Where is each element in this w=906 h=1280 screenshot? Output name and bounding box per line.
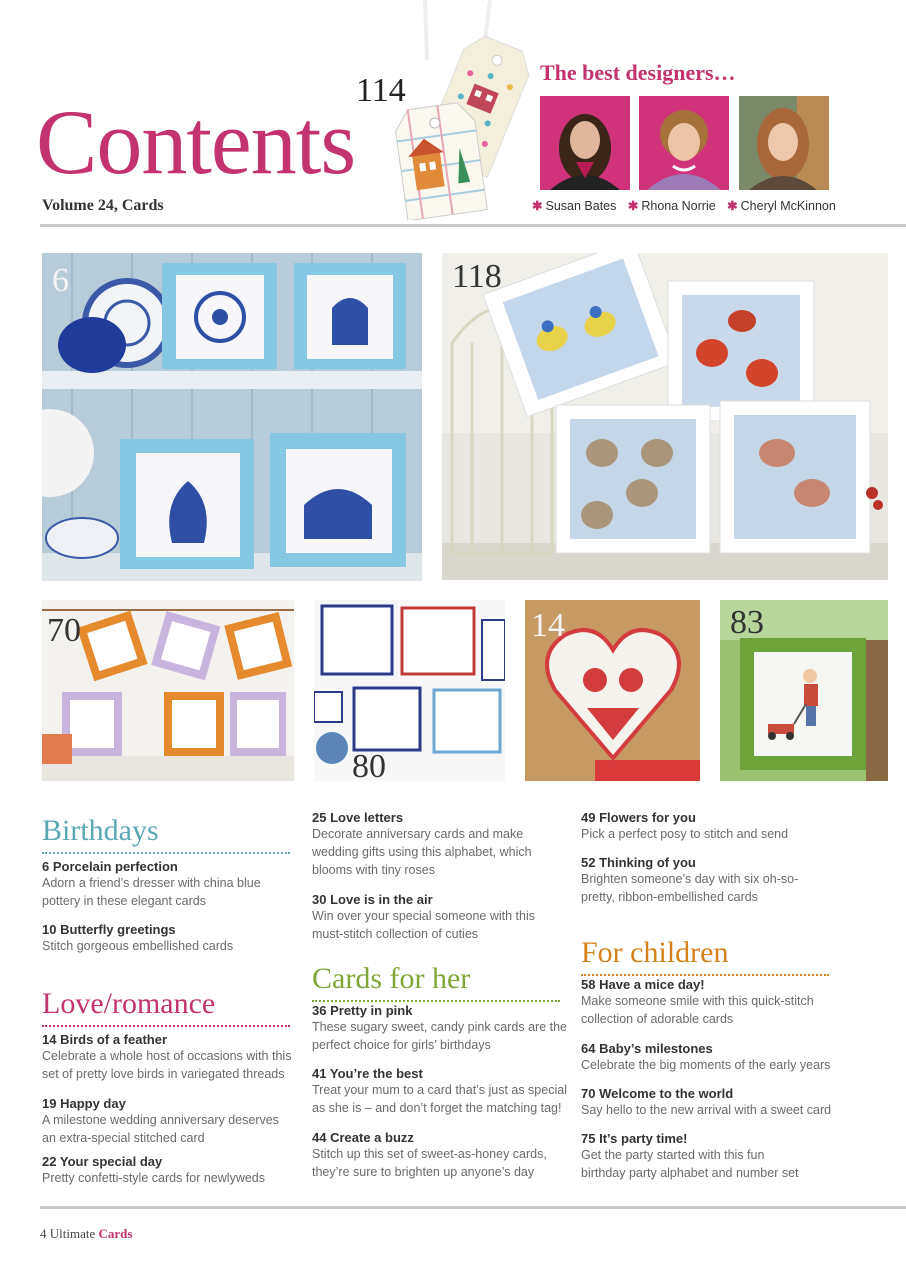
entry-page: 49 (581, 810, 596, 825)
toc-entry[interactable] (312, 892, 535, 943)
entry-title: Butterfly greetings (60, 922, 176, 937)
toc-entry[interactable] (312, 1003, 567, 1054)
toc-entry[interactable] (581, 810, 788, 843)
entry-desc: wedding gifts using this alphabet, which (312, 845, 532, 859)
entry-page: 44 (312, 1130, 327, 1145)
volume-label: Volume 24, Cards (42, 197, 164, 214)
section-heading-cards-for-her: Cards for her (312, 964, 560, 1002)
entry-title: Birds of a feather (60, 1032, 168, 1047)
toc-entry[interactable] (42, 1096, 279, 1147)
toc-entry[interactable] (312, 810, 532, 879)
entry-desc: set of pretty love birds in variegated threads (42, 1067, 285, 1081)
entry-desc: Get the party started with this fun (581, 1148, 765, 1162)
entry-desc: These sugary sweet, candy pink cards are the (312, 1020, 567, 1034)
page-title: Contents (36, 91, 356, 193)
entry-desc: Celebrate the big moments of the early years (581, 1058, 831, 1072)
footer-brand: Cards (98, 1226, 133, 1241)
designer-photo-cheryl (739, 96, 829, 190)
gift-tag-illustration (395, 0, 530, 220)
entry-title: Thinking of you (599, 855, 696, 870)
entry-title: Flowers for you (599, 810, 696, 825)
designer-name: Cheryl McKinnon (740, 199, 836, 213)
entry-title: It’s party time! (599, 1131, 688, 1146)
entry-page: 52 (581, 855, 596, 870)
entry-desc: Decorate anniversary cards and make (312, 827, 524, 841)
entry-page: 70 (581, 1086, 596, 1101)
entry-page: 22 (42, 1154, 57, 1169)
footer-page-number: 4 (40, 1226, 47, 1241)
entry-desc: pottery in these elegant cards (42, 894, 206, 908)
page-ref-6: 6 (52, 262, 69, 299)
entry-page: 6 (42, 859, 50, 874)
entry-desc: Celebrate a whole host of occasions with this (42, 1049, 292, 1063)
star-icon: ✱ (532, 199, 543, 213)
star-icon: ✱ (727, 199, 738, 213)
page-ref-14: 14 (531, 607, 565, 644)
page-ref-114: 114 (356, 72, 406, 109)
entry-page: 41 (312, 1066, 327, 1081)
entry-desc: pretty, ribbon-embellished cards (581, 890, 758, 904)
footer-magazine: Ultimate (49, 1226, 96, 1241)
entry-desc: as she is – and don’t forget the matching tag! (312, 1101, 562, 1115)
entry-desc: Adorn a friend’s dresser with china blue (42, 876, 261, 890)
entry-desc: blooms with tiny roses (312, 863, 435, 877)
entry-desc: Say hello to the new arrival with a sweet card (581, 1103, 832, 1117)
toc-entry[interactable] (42, 1154, 265, 1187)
header-divider (40, 224, 906, 227)
toc-entry[interactable] (42, 1032, 291, 1083)
entry-desc: perfect choice for girls’ birthdays (312, 1038, 491, 1052)
entry-desc: Win over your special someone with this (312, 909, 536, 923)
page-ref-118: 118 (452, 258, 502, 295)
entry-page: 58 (581, 977, 596, 992)
entry-title: Have a mice day! (599, 977, 705, 992)
entry-page: 36 (312, 1003, 327, 1018)
footer (40, 1226, 132, 1242)
entry-title: Love is in the air (330, 892, 433, 907)
entry-title: Love letters (330, 810, 404, 825)
entry-desc: Pretty confetti-style cards for newlyweds (42, 1171, 265, 1185)
entry-title: Baby’s milestones (599, 1041, 713, 1056)
entry-title: Create a buzz (330, 1130, 414, 1145)
page-ref-80: 80 (352, 748, 386, 785)
designer-name: Susan Bates (545, 199, 617, 213)
designer-name: Rhona Norrie (641, 199, 716, 213)
entry-desc: must-stitch collection of cuties (312, 927, 479, 941)
entry-title: Porcelain perfection (52, 859, 178, 874)
entry-title: Welcome to the world (599, 1086, 734, 1101)
entry-title: You’re the best (329, 1066, 423, 1081)
toc-entry[interactable] (581, 1041, 830, 1074)
page-ref-70: 70 (47, 612, 81, 649)
entry-title: Pretty in pink (330, 1003, 413, 1018)
entry-page: 75 (581, 1131, 596, 1146)
entry-page: 64 (581, 1041, 596, 1056)
designer-photo-rhona (639, 96, 729, 190)
toc-entry[interactable] (581, 855, 798, 906)
entry-desc: Stitch gorgeous embellished cards (42, 939, 234, 953)
designers-heading: The best designers… (540, 60, 736, 85)
designer-names (532, 198, 844, 213)
entry-desc: Make someone smile with this quick-stitch (581, 994, 814, 1008)
entry-title: Happy day (60, 1096, 126, 1111)
section-heading-love: Love/romance (42, 989, 290, 1027)
entry-desc: birthday party alphabet and number set (581, 1166, 799, 1180)
star-icon: ✱ (627, 199, 639, 213)
photo-bird-cards (442, 253, 888, 580)
entry-desc: they’re sure to brighten up anyone’s day (312, 1165, 535, 1179)
toc-entry[interactable] (312, 1130, 547, 1181)
toc-entry[interactable] (581, 977, 814, 1028)
entry-page: 25 (312, 810, 327, 825)
section-heading-birthdays: Birthdays (42, 816, 290, 854)
entry-desc: an extra-special stitched card (42, 1131, 205, 1145)
entry-desc: Stitch up this set of sweet-as-honey cards, (312, 1147, 547, 1161)
entry-desc: Pick a perfect posy to stitch and send (581, 827, 789, 841)
toc-entry[interactable] (42, 922, 233, 955)
toc-entry[interactable] (581, 1131, 799, 1182)
section-heading-for-children: For children (581, 938, 829, 976)
photo-dad-cards (314, 600, 505, 781)
entry-desc: Brighten someone’s day with six oh-so- (581, 872, 799, 886)
entry-page: 30 (312, 892, 327, 907)
entry-page: 14 (42, 1032, 57, 1047)
entry-desc: A milestone wedding anniversary deserves (42, 1113, 279, 1127)
photo-blue-china-cards (42, 253, 422, 581)
page-ref-83: 83 (730, 604, 764, 641)
toc-entry[interactable] (42, 859, 261, 910)
toc-entry[interactable] (312, 1066, 567, 1117)
entry-title: Your special day (59, 1154, 163, 1169)
designer-photo-susan (540, 96, 630, 190)
toc-entry[interactable] (581, 1086, 831, 1119)
entry-desc: collection of adorable cards (581, 1012, 734, 1026)
entry-page: 19 (42, 1096, 57, 1111)
entry-desc: Treat your mum to a card that’s just as special (312, 1083, 567, 1097)
entry-page: 10 (42, 922, 57, 937)
footer-divider (40, 1206, 906, 1209)
